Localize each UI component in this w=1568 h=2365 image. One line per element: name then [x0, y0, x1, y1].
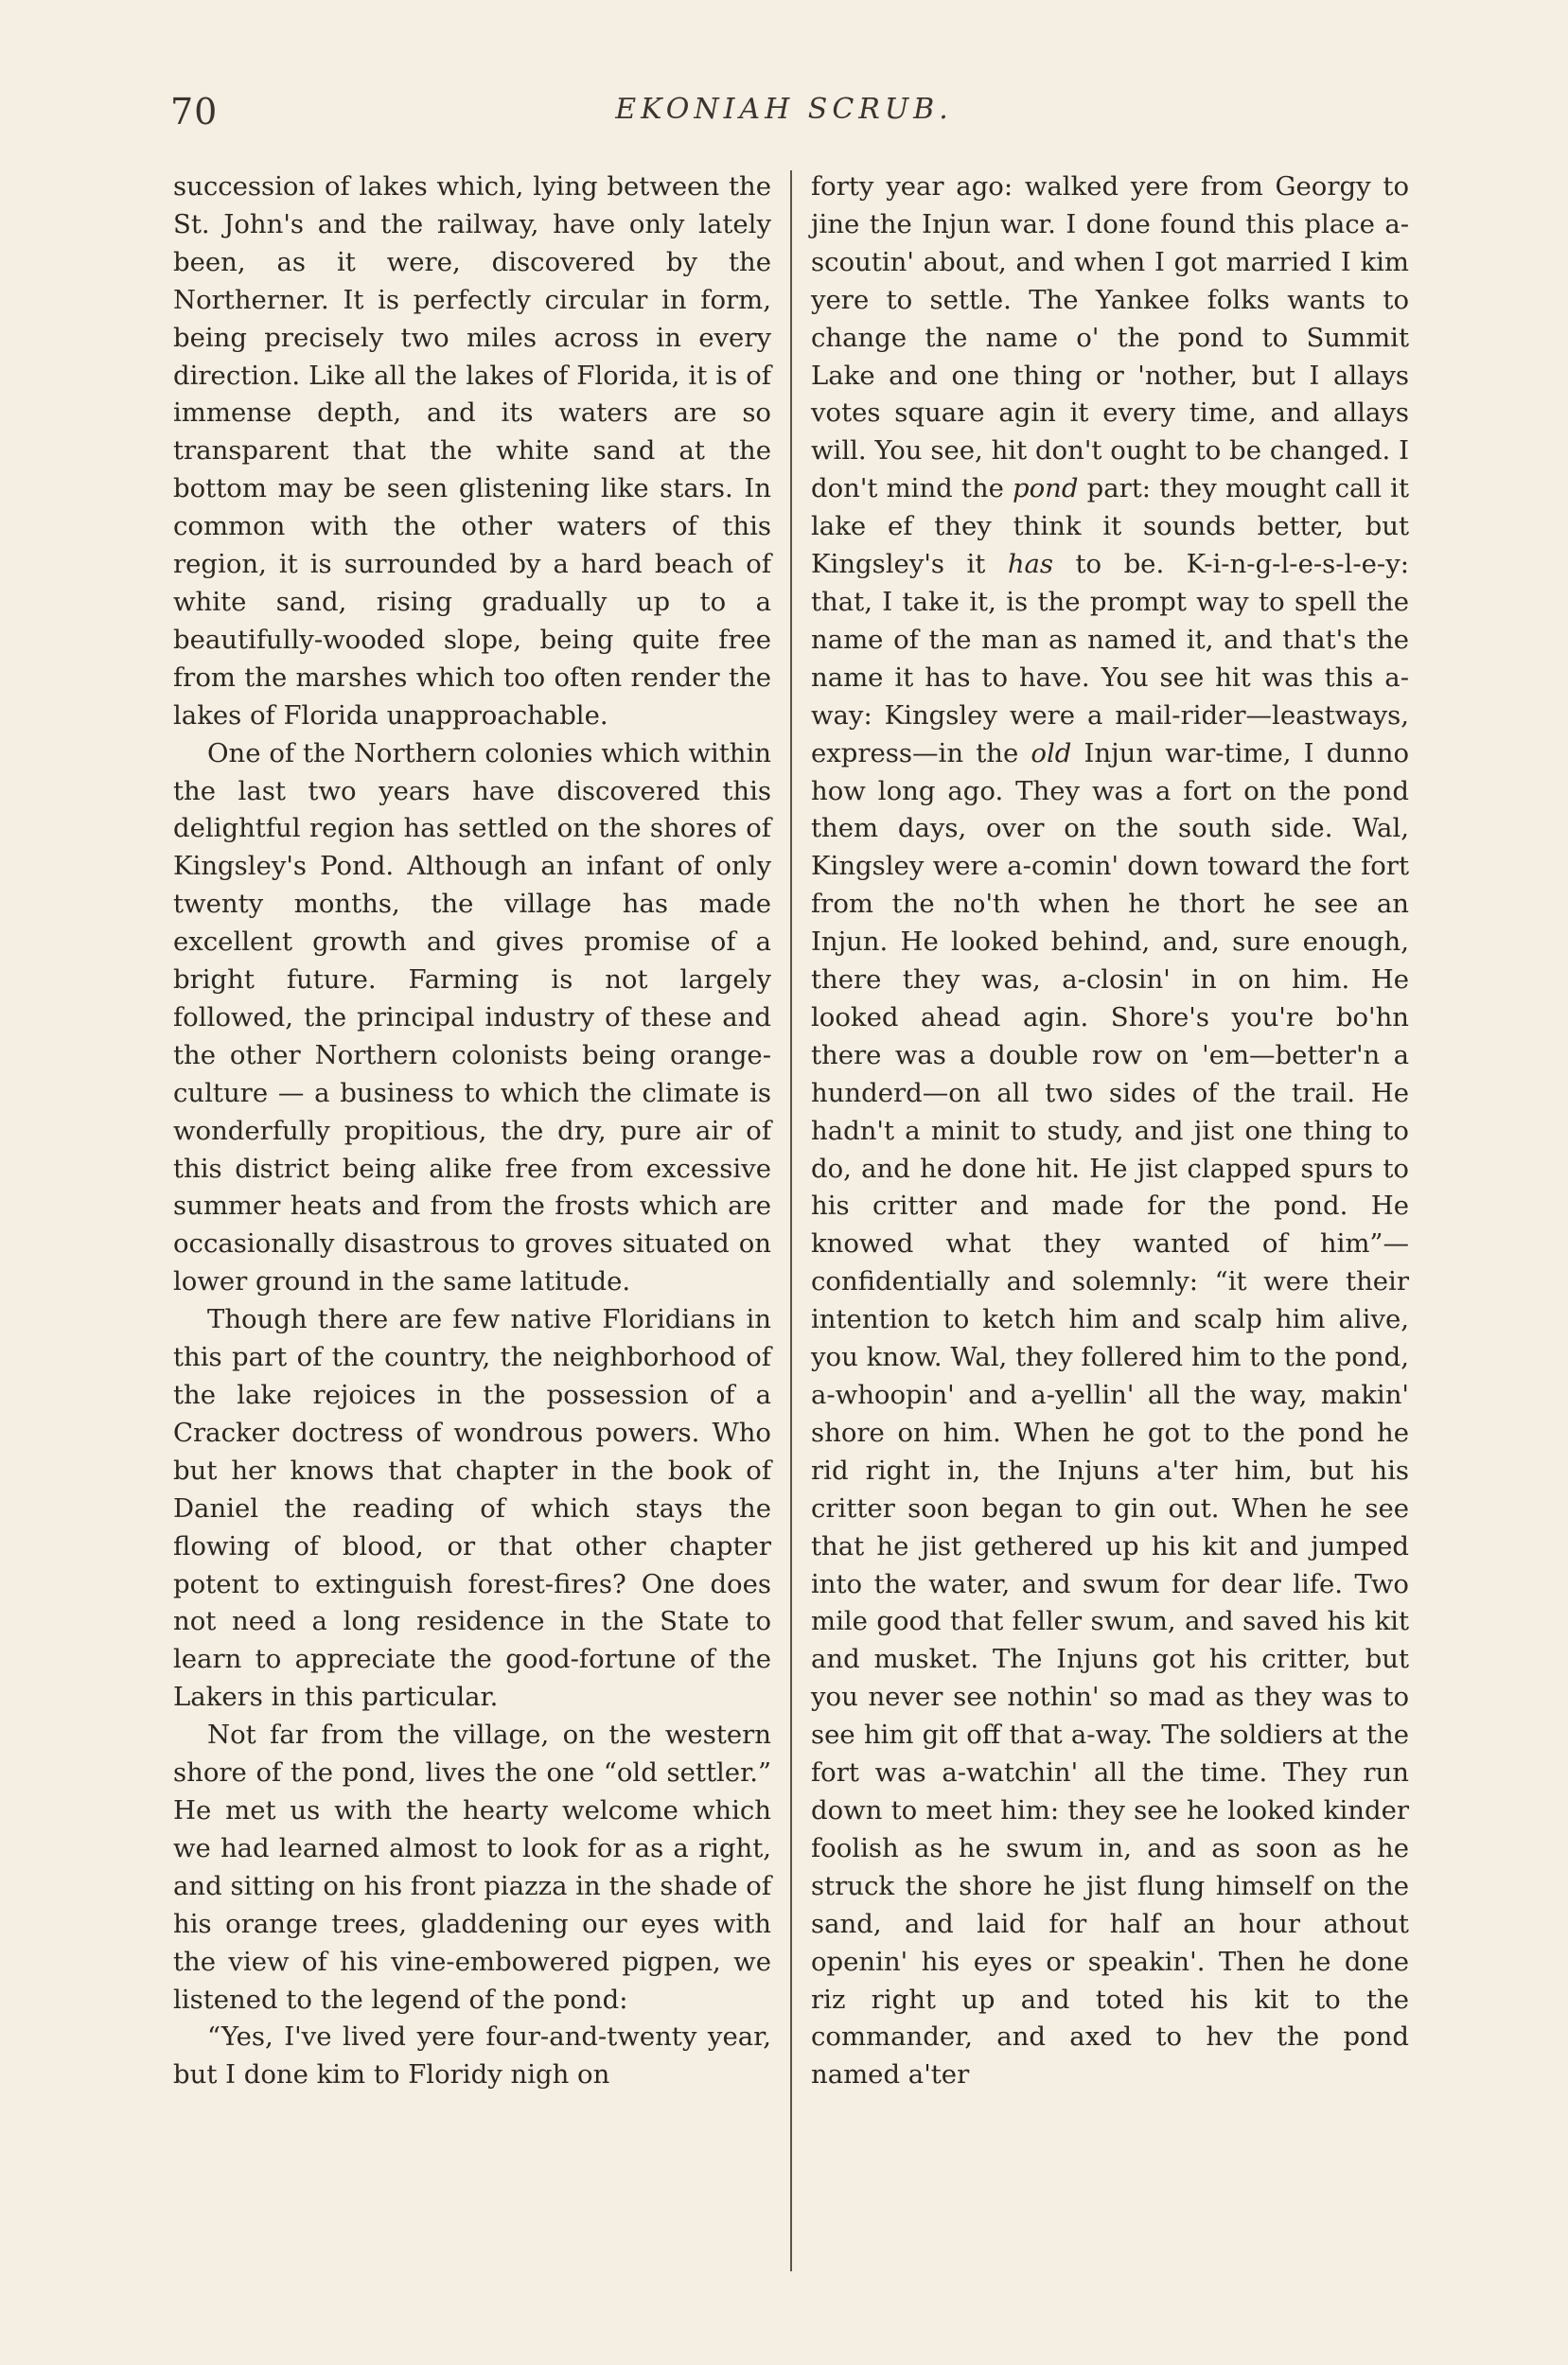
paragraph [811, 168, 1409, 2094]
paragraph: Not far from the village, on the western shore of the pond, lives the one “old settler.” He met us with the hearty welcome which we had learned almost to look for as a right, and sitting on his front piazza in the shade of his orange trees, gladdening our eyes with the view of his vine-embowered pigpen, we listened to the legend of the pond: [173, 1720, 771, 2015]
text-run: forty year ago: walked yere from Georgy to jine the Injun war. I done found this place a-scoutin' about, and when I got married I kim yere to settle. The Yankee folks wants to change the name o' the pond to Summit Lake and one thing or 'nother, but I allays votes square agin it every time, and allays will. You see, hit don't ought to be changed. I don't mind the [811, 171, 1409, 504]
paragraph: succession of lakes which, lying between the St. John's and the railway, have only lately been, as it were, discovered by the Northerner. It is perfectly circular in form, being precisely two miles across in every direction. Like all the lakes of Florida, it is of immense depth, and its waters are so transparent that the white sand at the bottom may be seen glistening like stars. In common with the other waters of this region, it is surrounded by a hard beach of white sand, rising gradually up to a beautifully-wooded slope, being quite free from the marshes which too often render the lakes of Florida unapproachable. [173, 171, 771, 731]
italic-word: has [1007, 549, 1054, 580]
column-divider [790, 170, 792, 2271]
paragraph: “Yes, I've lived yere four-and-twenty year, but I done kim to Floridy nigh on [173, 2021, 771, 2091]
paragraph: Though there are few native Floridians in this part of the country, the neighborhood of the lake rejoices in the possession of a Cracker doctress of wondrous powers. Who but her knows that chapter in the book of Daniel the reading of which stays the flowing of blood, or that other chapter potent to extinguish forest-fires? One does not need a long residence in the State to learn to appreciate the good-fortune of the Lakers in this particular. [173, 1304, 771, 1713]
page-number: 70 [170, 91, 219, 132]
italic-word: pond [1013, 473, 1079, 504]
text-run: Injun war-time, I dunno how long ago. They was a fort on the pond them days, over on the south side. Wal, Kingsley were a-comin' down toward the fort from the no'th when he thort he see an Injun. He looked behind, and, sure enough, there they was, a-closin' in on him. He looked ahead agin. Shore's you're bo'hn there was a double row on 'em—better'n a hunderd—on all two sides of the trail. He hadn't a minit to study, and jist one thing to do, and he done hit. He jist clapped spurs to his critter and made for the pond. He knowed what they wanted of him”—confidentially and solemnly: “it were their intention to ketch him and scalp him alive, you know. Wal, they follered him to the pond, a-whoopin' and a-yellin' all the way, makin' shore on him. When he got to the pond he rid right in, the Injuns a'ter him, but his critter soon began to gin out. When he see that he jist gethered up his kit and jumped into the water, and swum for dear life. Two mile good that feller swum, and saved his kit and musket. The Injuns got his critter, but you never see nothin' so mad as they was to see him git off that a-way. The soldiers at the fort was a-watchin' all the time. They run down to meet him: they see he looked kinder foolish as he swum in, and as soon as he struck the shore he jist flung himself on the sand, and laid for half an hour athout openin' his eyes or speakin'. Then he done riz right up and toted his kit to the commander, and axed to hev the pond named a'ter [811, 737, 1409, 2091]
right-column [811, 168, 1409, 2094]
italic-word: old [1031, 737, 1072, 768]
left-column [173, 168, 771, 2094]
running-title: EKONIAH SCRUB. [615, 93, 953, 126]
text-run: to be. K-i-n-g-l-e-s-l-e-y: that, I take it, is the prompt way to spell the name of the man as named it, and that's the name it has to have. You see hit was this a-way: Kingsley were a mail-rider—leastways, express—in the [811, 549, 1409, 768]
text-run: part: they mought call it lake ef they think it sounds better, but Kingsley's it [811, 473, 1409, 580]
paragraph: One of the Northern colonies which within the last two years have discovered this delightful region has settled on the shores of Kingsley's Pond. Although an infant of only twenty months, the village has made excellent growth and gives promise of a bright future. Farming is not largely followed, the principal industry of these and the other Northern colonists being orange-culture — a business to which the climate is wonderfully propitious, the dry, pure air of this district being alike free from excessive summer heats and from the frosts which are occasionally disastrous to groves situated on lower ground in the same latitude. [173, 737, 771, 1297]
